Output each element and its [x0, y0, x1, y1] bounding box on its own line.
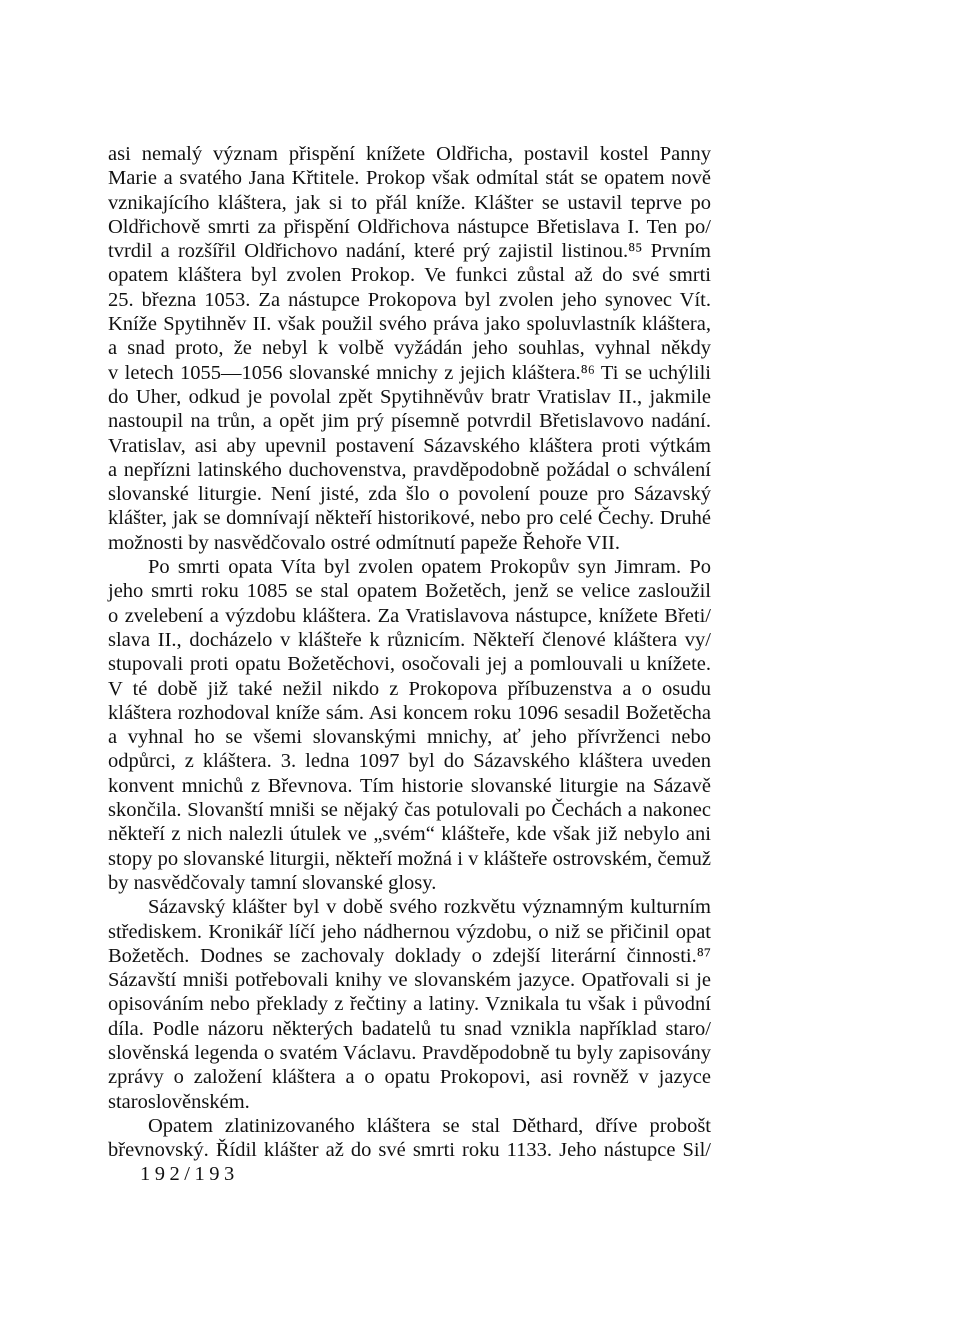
paragraph-3	[108, 895, 711, 1114]
text-line: Marie a svatého Jana Křtitele. Prokop však odmítal stát se opatem nově	[108, 167, 711, 190]
text-line: stopy po slovanské liturgii, někteří možná i v klášteře ostrovském, čemuž	[108, 847, 711, 870]
text-line: Oldřichově smrti za přispění Oldřichova nástupce Břetislava I. Ten po/	[108, 215, 711, 238]
text-line: břevnovský. Řídil klášter až do své smrti roku 1133. Jeho nástupce Sil/	[108, 1139, 711, 1162]
text-line: a vyhnal ho se všemi slovanskými mnichy, ať jeho přívrženci nebo	[108, 726, 711, 749]
text-line: v letech 1055—1056 slovanské mnichy z jejich kláštera.⁸⁶ Ti se uchýlili	[108, 361, 711, 384]
text-line: konvent mnichů z Břevnova. Tím historie slovanské liturgie na Sázavě	[108, 774, 711, 797]
text-line: kláštera rozhodoval kníže sám. Asi koncem roku 1096 sesadil Božetěcha	[108, 701, 711, 724]
text-line: odpůrci, z kláštera. 3. ledna 1097 byl do Sázavského kláštera uveden	[108, 750, 711, 773]
text-line: skončila. Slovanští mniši se nějaký čas potulovali po Čechách a nakonec	[108, 799, 711, 822]
text-line: tvrdil a rozšířil Oldřichovo nadání, které prý zajistil listinou.⁸⁵ Prvním	[108, 240, 711, 263]
text-line: zprávy o založení kláštera a o opatu Prokopovi, asi rovněž v jazyce	[108, 1066, 711, 1089]
text-line: o zvelebení a výzdobu kláštera. Za Vratislavova nástupce, knížete Břeti/	[108, 604, 711, 627]
text-line: Po smrti opata Víta byl zvolen opatem Prokopův syn Jimram. Po	[148, 556, 711, 579]
page-number: 192/193	[140, 1163, 239, 1185]
text-line: a nepřízni latinského duchovenstva, pravděpodobně požádal o schválení	[108, 458, 711, 481]
text-line: staroslověnském.	[108, 1090, 250, 1113]
text-line: 25. března 1053. Za nástupce Prokopova byl zvolen jeho synovec Vít.	[108, 288, 711, 311]
text-line: slovanské liturgie. Není jisté, zda šlo o povolení pouze pro Sázavský	[108, 483, 711, 506]
text-line: vznikajícího kláštera, jak si to přál kníže. Klášter se ustavil teprve po	[108, 191, 711, 214]
paragraph-2	[108, 555, 711, 895]
text-line: klášter, jak se domnívají někteří historikové, nebo pro celé Čechy. Druhé	[108, 507, 711, 530]
text-line: opatem kláštera byl zvolen Prokop. Ve funkci zůstal až do své smrti	[108, 264, 711, 287]
text-line: střediskem. Kronikář líčí jeho nádhernou výzdobu, o niž se přičinil opat	[108, 920, 711, 943]
text-line: Sázavští mniši potřebovali knihy ve slovanském jazyce. Opatřovali si je	[108, 969, 711, 992]
text-line: Opatem zlatinizovaného kláštera se stal Děthard, dříve probošt	[148, 1114, 711, 1137]
text-line: do Uher, odkud je povolal zpět Spytihněvův bratr Vratislav II., jakmile	[108, 385, 711, 408]
text-line: opisováním nebo překlady z řečtiny a latiny. Vznikala tu však i původní	[108, 993, 711, 1016]
text-line: by nasvědčovaly tamní slovanské glosy.	[108, 871, 437, 894]
text-line: Božetěch. Dodnes se zachovaly doklady o zdejší literární činnosti.⁸⁷	[108, 944, 711, 967]
text-line: nastoupil na trůn, a opět jim prý písemně potvrdil Břetislavovo nadání.	[108, 410, 711, 433]
text-line: jeho smrti roku 1085 se stal opatem Božetěch, jenž se velice zasloužil	[108, 580, 711, 603]
text-line: asi nemalý význam přispění knížete Oldřicha, postavil kostel Panny	[108, 143, 711, 165]
text-line: slava II., docházelo v klášteře k různicím. Někteří členové kláštera vy/	[108, 628, 711, 651]
text-line: někteří z nich nalezli útulek ve „svém“ klášteře, kde však již nebylo ani	[108, 823, 711, 846]
text-line: Kníže Spytihněv II. však použil svého práva jako spoluvlastník kláštera,	[108, 313, 711, 336]
paragraph-4	[108, 1114, 711, 1163]
text-line: slověnská legenda o svatém Václavu. Pravděpodobně tu byly zapisovány	[108, 1041, 711, 1064]
text-line: stupovali proti opatu Božetěchovi, osočovali jej a pomlouvali u knížete.	[108, 653, 711, 676]
text-line: Vratislav, asi aby upevnil postavení Sázavského kláštera proti výtkám	[108, 434, 711, 457]
text-line: a snad proto, že nebyl k volbě vyžádán jeho souhlas, vyhnal někdy	[108, 337, 711, 360]
text-line: Sázavský klášter byl v době svého rozkvětu významným kulturním	[148, 896, 711, 919]
text-line: možnosti by nasvědčovalo ostré odmítnutí papeže Řehoře VII.	[108, 531, 620, 554]
text-line: díla. Podle názoru některých badatelů tu snad vznikla například staro/	[108, 1017, 711, 1040]
paragraph-1	[108, 142, 711, 555]
text-line: V té době již také nežil nikdo z Prokopova příbuzenstva a o osudu	[108, 677, 711, 700]
page-text	[108, 142, 711, 1162]
